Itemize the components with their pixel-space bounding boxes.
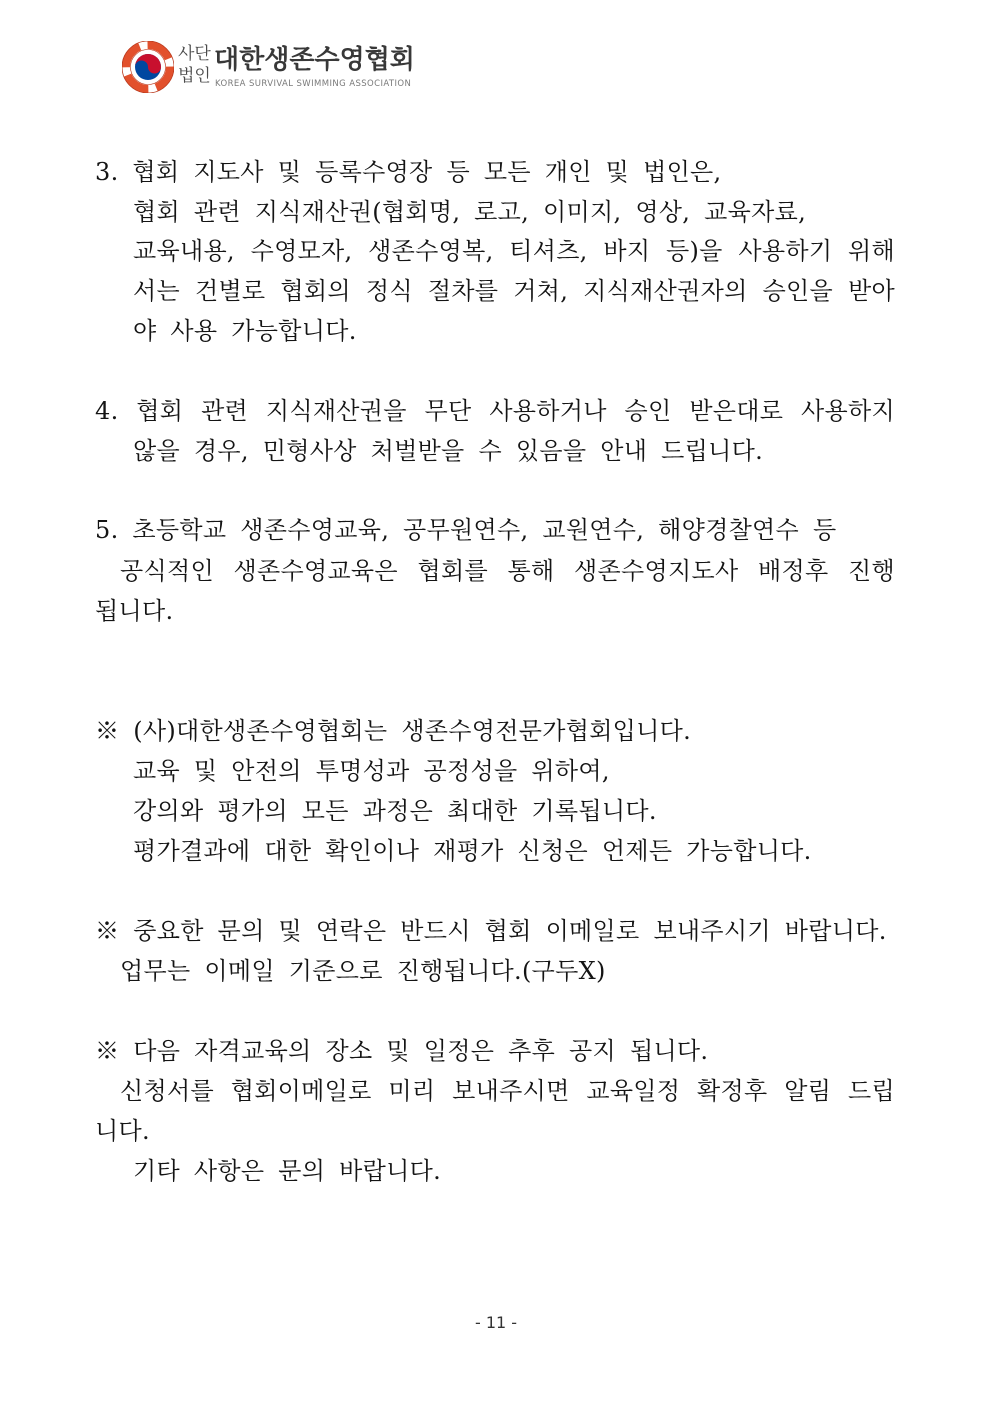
note-1-line-3: 강의와 평가의 모든 과정은 최대한 기록됩니다. — [133, 797, 657, 825]
note-3-line-3: 니다. — [95, 1117, 150, 1145]
section-5-line-3: 됩니다. — [95, 597, 174, 625]
note-3-line-2: 신청서를 협회이메일로 미리 보내주시면 교육일정 확정후 알림 드립 — [120, 1077, 895, 1105]
section-3-line-1: 3. 협회 지도사 및 등록수영장 등 모든 개인 및 법인은, — [95, 158, 722, 186]
section-5-line-1: 5. 초등학교 생존수영교육, 공무원연수, 교원연수, 해양경찰연수 등 — [95, 516, 837, 544]
note-3-line-4: 기타 사항은 문의 바랍니다. — [133, 1157, 442, 1185]
org-name: 대한생존수영협회 — [214, 45, 415, 75]
note-1-line-1: ※ (사)대한생존수영협회는 생존수영전문가협회입니다. — [95, 717, 692, 745]
note-2-line-1: ※ 중요한 문의 및 연락은 반드시 협회 이메일로 보내주시기 바랍니다. — [95, 917, 887, 945]
page-number: - 11 - — [474, 1313, 518, 1332]
section-4-line-2: 않을 경우, 민형사상 처벌받을 수 있음을 안내 드립니다. — [133, 437, 764, 465]
section-5-line-2: 공식적인 생존수영교육은 협회를 통해 생존수영지도사 배정후 진행 — [120, 557, 895, 585]
note-3-line-1: ※ 다음 자격교육의 장소 및 일정은 추후 공지 됩니다. — [95, 1037, 709, 1065]
section-3-line-5: 야 사용 가능합니다. — [133, 317, 357, 345]
section-3-line-3: 교육내용, 수영모자, 생존수영복, 티셔츠, 바지 등)을 사용하기 위해 — [133, 237, 895, 265]
org-type-top: 사단 — [178, 44, 211, 64]
org-name-english: KOREA SURVIVAL SWIMMING ASSOCIATION — [215, 79, 412, 89]
section-4-line-1: 4. 협회 관련 지식재산권을 무단 사용하거나 승인 받은대로 사용하지 — [95, 397, 895, 425]
note-1-line-4: 평가결과에 대한 확인이나 재평가 신청은 언제든 가능합니다. — [133, 837, 812, 865]
section-3-line-2: 협회 관련 지식재산권(협회명, 로고, 이미지, 영상, 교육자료, — [133, 198, 807, 226]
note-2-line-2: 업무는 이메일 기준으로 진행됩니다.(구두X) — [120, 957, 606, 985]
life-ring-taegeuk-logo-icon — [122, 41, 174, 93]
org-type-bottom: 법인 — [178, 66, 211, 86]
note-1-line-2: 교육 및 안전의 투명성과 공정성을 위하여, — [133, 757, 610, 785]
section-3-line-4: 서는 건별로 협회의 정식 절차를 거쳐, 지식재산권자의 승인을 받아 — [133, 277, 895, 305]
